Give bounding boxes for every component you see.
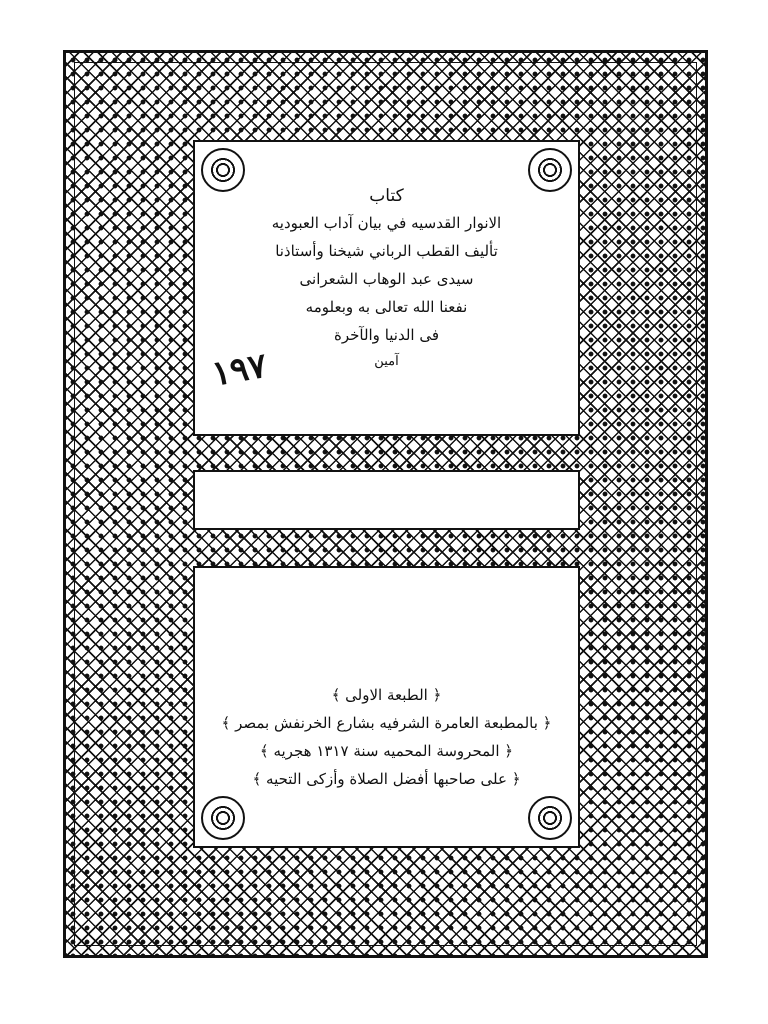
title-panel: [193, 140, 580, 436]
title-line-4: نفعنا الله تعالى به وبعلومه: [305, 298, 468, 316]
imprint-line-4: ﴿ على صاحبها أفضل الصلاة وأزكى التحيه ﴾: [252, 770, 521, 788]
title-line-3: سيدى عبد الوهاب الشعرانى: [299, 270, 474, 288]
imprint-line-2: ﴿ بالمطبعة العامرة الشرفيه بشارع الخرنفش بمصر ﴾: [221, 714, 552, 732]
imprint-line-3: ﴿ المحروسة المحميه سنة ١٣١٧ هجريه ﴾: [259, 742, 514, 760]
title-line-6: آمين: [374, 354, 399, 369]
book-heading: كتاب: [369, 186, 404, 206]
corner-rosette-icon: [528, 796, 572, 840]
title-line-5: فى الدنيا والآخرة: [333, 326, 440, 344]
middle-panel: [193, 470, 580, 530]
corner-rosette-icon: [201, 796, 245, 840]
title-line-1: الانوار القدسيه في بيان آداب العبوديه: [271, 214, 502, 232]
handwritten-number-stamp: ١٩٧: [208, 345, 270, 395]
imprint-panel: [193, 566, 580, 848]
title-line-2: تأليف القطب الرباني شيخنا وأستاذنا: [275, 242, 498, 260]
imprint-line-1: ﴿ الطبعة الاولى ﴾: [331, 686, 442, 704]
